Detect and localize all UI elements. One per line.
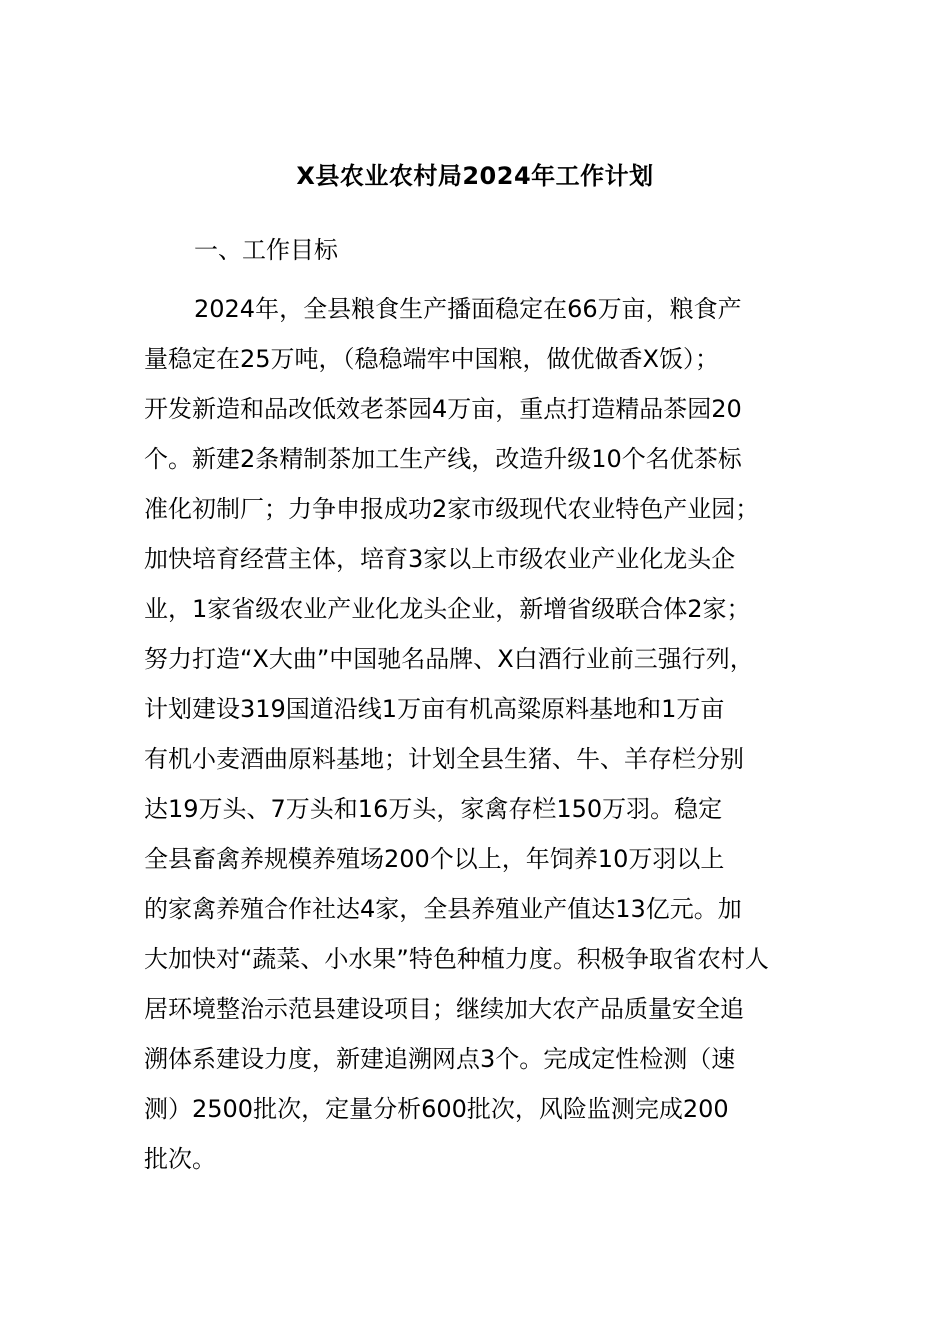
paragraph-line: 全县畜禽养规模养殖场200个以上，年饲养10万羽以上 xyxy=(144,845,725,873)
paragraph-line: 溯体系建设力度，新建追溯网点3个。完成定性检测（速 xyxy=(144,1045,736,1073)
section-heading: 一、工作目标 xyxy=(194,236,338,264)
paragraph-line: 准化初制厂；力争申报成功2家市级现代农业特色产业园； xyxy=(144,495,760,523)
paragraph-line: 量稳定在25万吨，（稳稳端牢中国粮，做优做香X饭）； xyxy=(144,345,719,373)
paragraph-line: 努力打造“X大曲”中国驰名品牌、X白酒行业前三强行列， xyxy=(144,645,754,673)
paragraph-line: 的家禽养殖合作社达4家，全县养殖业产值达13亿元。加 xyxy=(144,895,742,923)
paragraph-line: 达19万头、7万头和16万头，家禽存栏150万羽。稳定 xyxy=(144,795,723,823)
paragraph-line: 有机小麦酒曲原料基地；计划全县生猪、牛、羊存栏分别 xyxy=(144,745,744,773)
paragraph-line: 计划建设319国道沿线1万亩有机高粱原料基地和1万亩 xyxy=(144,695,725,723)
paragraph-line: 个。新建2条精制茶加工生产线，改造升级10个名优茶标 xyxy=(144,445,742,473)
body-paragraph xyxy=(144,284,814,1184)
paragraph-line: 居环境整治示范县建设项目；继续加大农产品质量安全追 xyxy=(144,995,744,1023)
paragraph-line: 批次。 xyxy=(144,1145,216,1173)
paragraph-line: 加快培育经营主体，培育3家以上市级农业产业化龙头企 xyxy=(144,545,736,573)
paragraph-line: 开发新造和品改低效老茶园4万亩，重点打造精品茶园20 xyxy=(144,395,742,423)
paragraph-line: 2024年，全县粮食生产播面稳定在66万亩，粮食产 xyxy=(194,295,742,323)
paragraph-line: 业，1家省级农业产业化龙头企业，新增省级联合体2家； xyxy=(144,595,751,623)
document-title: X县农业农村局2024年工作计划 xyxy=(296,162,654,190)
paragraph-line: 测）2500批次，定量分析600批次，风险监测完成200 xyxy=(144,1095,729,1123)
paragraph-line: 大加快对“蔬菜、小水果”特色种植力度。积极争取省农村人 xyxy=(144,945,769,973)
